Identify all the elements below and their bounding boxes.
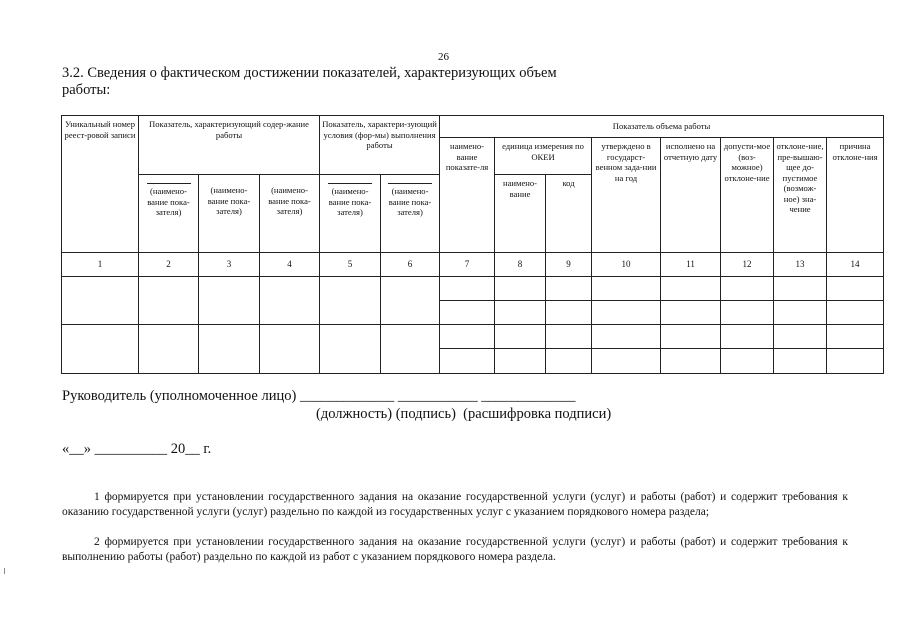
column-number: 8	[495, 253, 546, 277]
table-cell	[721, 325, 774, 349]
table-cell	[495, 301, 546, 325]
blank-line	[147, 183, 191, 184]
table-cell	[546, 301, 592, 325]
column-number: 10	[592, 253, 661, 277]
header-content-sub-3: (наимено-вание пока-зателя)	[260, 175, 320, 253]
table-cell	[320, 277, 381, 325]
table-cell	[495, 325, 546, 349]
header-unit-okei: единица измерения по ОКЕИ	[495, 138, 592, 175]
column-number: 14	[827, 253, 884, 277]
header-excess-deviation: отклоне-ние, пре-вышаю-щее до-пустимое (возмож-ное) зна-чение	[774, 138, 827, 253]
table-cell	[827, 277, 884, 301]
blank-line	[328, 183, 372, 184]
column-number: 12	[721, 253, 774, 277]
column-number: 7	[440, 253, 495, 277]
column-number: 9	[546, 253, 592, 277]
header-unit-name: наимено-вание	[495, 175, 546, 253]
header-unique-number: Уникальный номер реест-ровой записи	[62, 116, 139, 253]
table-cell	[62, 325, 139, 374]
table-cell	[592, 301, 661, 325]
header-conditions-indicator: Показатель, характери-зующий условия (фор-мы) выполнения работы	[320, 116, 440, 175]
table-cell	[661, 277, 721, 301]
table-cell	[139, 325, 199, 374]
table-cell	[62, 277, 139, 325]
date-line: «__» __________ 20__ г.	[62, 441, 212, 457]
table-cell	[774, 349, 827, 374]
table-cell	[774, 277, 827, 301]
table-cell	[721, 277, 774, 301]
table-cell	[440, 349, 495, 374]
header-content-indicator: Показатель, характеризующий содер-жание работы	[139, 116, 320, 175]
table-cell	[721, 301, 774, 325]
header-unit-code: код	[546, 175, 592, 253]
table-cell	[139, 277, 199, 325]
table-cell	[440, 277, 495, 301]
table-cell	[827, 301, 884, 325]
header-conditions-sub-2: (наимено-вание пока-зателя)	[381, 175, 440, 253]
table-cell	[320, 325, 381, 374]
table-cell	[546, 325, 592, 349]
footnote-2: 2 формируется при установлении государственного задания на оказание государственной услуги (услуг) и работы (работ) и содержит требования к выполнению работы (работ) раздельно по каждой из работ с указанием порядкового номера раздела.	[62, 536, 848, 563]
table-cell	[721, 349, 774, 374]
page-number: 26	[438, 51, 449, 63]
column-number: 5	[320, 253, 381, 277]
header-executed: исполнено на отчетную дату	[661, 138, 721, 253]
table-row	[62, 277, 884, 301]
table-cell	[546, 277, 592, 301]
table-cell	[440, 301, 495, 325]
header-conditions-sub-1: (наимено-вание пока-зателя)	[320, 175, 381, 253]
header-deviation-reason: причина отклоне-ния	[827, 138, 884, 253]
table-cell	[495, 277, 546, 301]
table-cell	[440, 325, 495, 349]
table-cell	[592, 277, 661, 301]
volume-indicators-table	[61, 115, 884, 374]
section-heading: 3.2. Сведения о фактическом достижении показателей, характеризующих объем работы:	[62, 65, 557, 98]
column-number: 11	[661, 253, 721, 277]
table-cell	[260, 277, 320, 325]
header-allowed-deviation: допусти-мое (воз-можное) отклоне-ние	[721, 138, 774, 253]
column-number: 13	[774, 253, 827, 277]
table-cell	[546, 349, 592, 374]
header-approved: утверждено в государст-венном зада-нии на год	[592, 138, 661, 253]
table-cell	[661, 301, 721, 325]
table-cell	[774, 301, 827, 325]
column-number: 4	[260, 253, 320, 277]
table-cell	[827, 325, 884, 349]
table-cell	[199, 277, 260, 325]
signature-line: Руководитель (уполномоченное лицо) _____________ ___________ _____________	[62, 388, 576, 404]
table-cell	[592, 349, 661, 374]
footnote-1: 1 формируется при установлении государственного задания на оказание государственной услуги (услуг) и работы (работ) и содержит требования к оказанию государственной услуги (услуг) раздельно по каждой из государственных услуг с указанием порядкового номера раздела;	[62, 491, 848, 518]
blank-line	[388, 183, 432, 184]
signature-caption: (должность) (подпись) (расшифровка подписи)	[316, 406, 612, 422]
table-cell	[661, 325, 721, 349]
table-row	[62, 325, 884, 349]
header-volume-indicator: Показатель объема работы	[440, 116, 884, 138]
column-number: 6	[381, 253, 440, 277]
table-cell	[774, 325, 827, 349]
table-cell	[827, 349, 884, 374]
column-number: 3	[199, 253, 260, 277]
table-cell	[592, 325, 661, 349]
header-indicator-name: наимено-вание показате-ля	[440, 138, 495, 253]
table-cell	[199, 325, 260, 374]
table-cell	[495, 349, 546, 374]
margin-mark	[4, 568, 5, 574]
table-cell	[381, 325, 440, 374]
table-cell	[381, 277, 440, 325]
column-number: 1	[62, 253, 139, 277]
table-cell	[661, 349, 721, 374]
header-content-sub-2: (наимено-вание пока-зателя)	[199, 175, 260, 253]
table-cell	[260, 325, 320, 374]
header-content-sub-1: (наимено-вание пока-зателя)	[139, 175, 199, 253]
column-number: 2	[139, 253, 199, 277]
